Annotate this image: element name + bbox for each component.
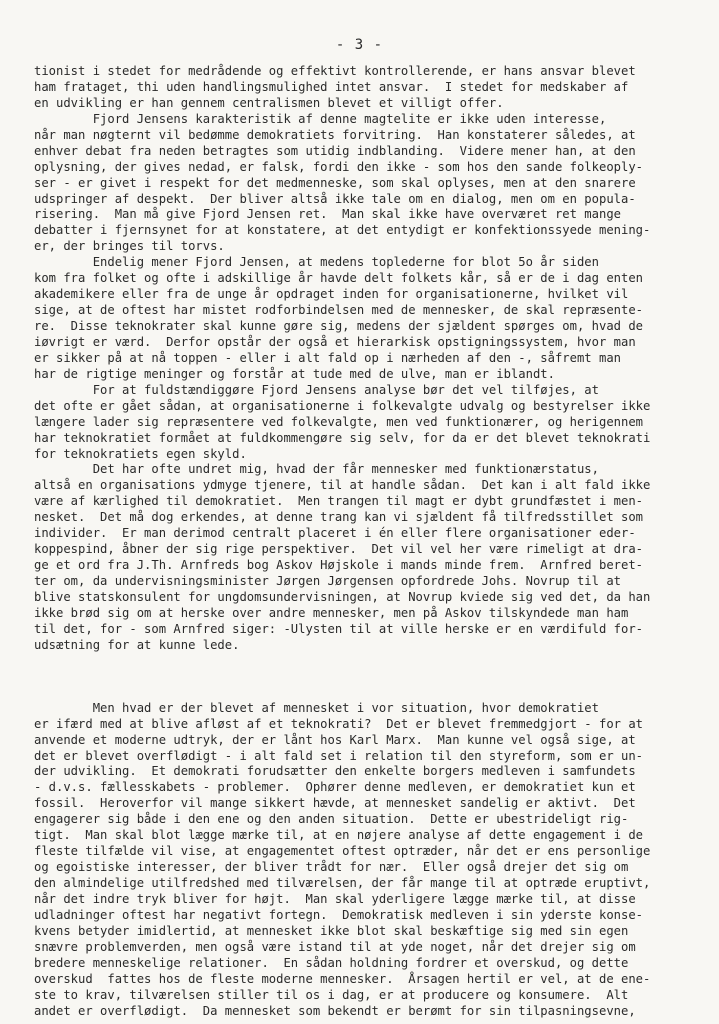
text-line: det er blevet overflødigt - i alt fald set i relation til den styreform, som er un- [34, 748, 644, 763]
text-line: nesket. Det må dog erkendes, at denne trang kan vi sjældent få tilfredsstillet som [34, 510, 644, 525]
text-line: ser - er givet i respekt for det medmenneske, som skal oplyses, men at den snarere [34, 175, 636, 190]
text-line: ter om, da undervisningsminister Jørgen Jørgensen opfordrede Johs. Novrup til at [34, 574, 621, 588]
text-line: Det har ofte undret mig, hvad der får mennesker med funktionærstatus, [34, 462, 599, 477]
text-line: - d.v.s. fællesskabets - problemer. Ophører denne medleven, er demokratiet kun et [34, 780, 636, 795]
text-line: når man nøgternt vil bedømme demokratiets forvitring. Han konstaterer således, at [34, 127, 636, 142]
text-line: fossil. Heroverfor vil mange sikkert hævde, at mennesket sandelig er aktivt. Det [34, 796, 636, 811]
text-line: andet er overflødigt. Da mennesket som bekendt er berømt for sin tilpasningsevne, [34, 1003, 636, 1018]
text-line: bredere menneskelige relationer. En sådan holdning fordrer et overskud, og dette [34, 955, 629, 970]
text-line: det ofte er gået sådan, at organisationerne i folkevalgte udvalg og bestyrelser ikke [34, 398, 651, 413]
text-line: oplysning, der gives nedad, er falsk, fordi den ikke - som hos den sande folkeoply- [34, 159, 644, 174]
text-line: re. Disse teknokrater skal kunne gøre sig, medens der sjældent spørges om, hvad de [34, 319, 644, 333]
text-line: risering. Man må give Fjord Jensen ret. Man skal ikke have overværet ret mange [34, 207, 621, 222]
text-line: snævre problemverden, men også være istand til at yde noget, når det drejer sig om [34, 939, 636, 954]
text-line: engagerer sig både i den ene og den anden situation. Dette er ubestrideligt rig- [34, 812, 629, 827]
text-line: er, der bringes til torvs. [34, 239, 225, 254]
text-line: og egoistiske interesser, der bliver trådt for nær. Eller også drejer det sig om [34, 860, 629, 875]
text-line: Men hvad er der blevet af mennesket i vor situation, hvor demokratiet [34, 700, 599, 715]
text-line: en udvikling er han gennem centralismen blevet et villigt offer. [34, 95, 504, 110]
text-line: individer. Er man derimod centralt placeret i én eller flere organisationer eder- [34, 526, 636, 541]
text-line: for teknokratiets egen skyld. [34, 446, 247, 461]
text-line: ham frataget, thi uden handlingsmulighed intet ansvar. I stedet for medskaber af [34, 79, 629, 94]
text-line: koppespind, åbner der sig rige perspektiver. Det vil vel her være rimeligt at dra- [34, 542, 644, 557]
paragraph-block-2 [34, 701, 706, 1020]
section-gap [34, 654, 706, 701]
text-line: tionist i stedet for medrådende og effektivt kontrollerende, er hans ansvar blevet [34, 64, 636, 78]
text-line: Endelig mener Fjord Jensen, at medens toplederne for blot 5o år siden [34, 255, 599, 270]
text-line: iøvrigt er værd. Derfor opstår der også et hierarkisk opstigningssystem, hvor man [34, 334, 636, 349]
paragraph-block-1 [34, 64, 706, 654]
text-line: der udvikling. Et demokrati forudsætter den enkelte borgers medleven i samfundets [34, 764, 636, 779]
text-line: udladninger oftest har negativt fortegn. Demokratisk medleven i sin yderste konse- [34, 907, 644, 922]
text-line: er ifærd med at blive afløst af et teknokrati? Det er blevet fremmedgjort - for at [34, 716, 644, 731]
text-line: har de rigtige meninger og forstår at tude med de ulve, man er iblandt. [34, 366, 555, 381]
text-line: har teknokratiet formået at fuldkommengøre sig selv, for da er det blevet teknokrati [34, 430, 651, 445]
text-line: længere lader sig repræsentere ved folkevalgte, men ved funktionærer, og herigennem [34, 414, 644, 429]
text-line: overskud fattes hos de fleste moderne mennesker. Årsagen hertil er vel, at de ene- [34, 971, 651, 986]
text-line: For at fuldstændiggøre Fjord Jensens analyse bør det vel tilføjes, at [34, 382, 599, 397]
text-line: ste to krav, tilværelsen stiller til os i dag, er at producere og konsumere. Alt [34, 987, 629, 1002]
text-line: til det, for - som Arnfred siger: -Ulysten til at ville herske er en værdifuld for- [34, 621, 644, 636]
text-line: akademikere eller fra de unge år opdraget inden for organisationerne, hvilket vil [34, 287, 629, 302]
text-line: kvens betyder imidlertid, at mennesket ikke blot skal beskæftige sig med sin egen [34, 923, 629, 938]
text-line: være af kærlighed til demokratiet. Men trangen til magt er dybt grundfæstet i men- [34, 494, 644, 509]
page-number: - 3 - [335, 37, 384, 53]
text-line: fleste tilfælde vil vise, at engagementet oftest optræder, når det er ens personlige [34, 844, 651, 859]
text-line: kom fra folket og ofte i adskillige år havde delt folkets kår, så er de i dag enten [34, 271, 644, 286]
text-line: tigt. Man skal blot lægge mærke til, at en nøjere analyse af dette engagement i de [34, 828, 644, 843]
text-line: anvende et moderne udtryk, der er lånt hos Karl Marx. Man kunne vel også sige, at [34, 732, 636, 747]
text-line: den almindelige utilfredshed med tilværelsen, der får mange til at optræde eruptivt, [34, 876, 651, 890]
document-body [34, 64, 706, 1019]
text-line: når det indre tryk bliver for højt. Man skal yderligere lægge mærke til, at disse [34, 891, 636, 906]
text-line: enhver debat fra neden betragtes som utidig indblanding. Videre mener han, at den [34, 143, 636, 158]
text-line: Fjord Jensens karakteristik af denne magtelite er ikke uden interesse, [34, 111, 607, 126]
text-line: udsætning for at kunne lede. [34, 637, 240, 652]
text-line: udspringer af despekt. Der bliver altså ikke tale om en dialog, men om en popula- [34, 191, 636, 206]
text-line: sige, at de oftest har mistet rodforbindelsen med de mennesker, de skal repræsente- [34, 303, 644, 318]
text-line: altså en organisations ydmyge tjenere, til at handle sådan. Det kan i alt fald ikke [34, 478, 651, 493]
text-line: debatter i fjernsynet for at konstatere, at det entydigt er konfektionssyede mening- [34, 223, 651, 238]
text-line: er sikker på at nå toppen - eller i alt fald op i nærheden af den -, såfremt man [34, 350, 621, 365]
text-line: ikke brød sig om at herske over andre mennesker, men på Askov tilskyndede man ham [34, 605, 629, 620]
text-line: blive statskonsulent for ungdomsundervisningen, at Novrup kviede sig ved det, da han [34, 589, 651, 604]
text-line: ge et ord fra J.Th. Arnfreds bog Askov Højskole i mands minde frem. Arnfred beret- [34, 558, 644, 573]
